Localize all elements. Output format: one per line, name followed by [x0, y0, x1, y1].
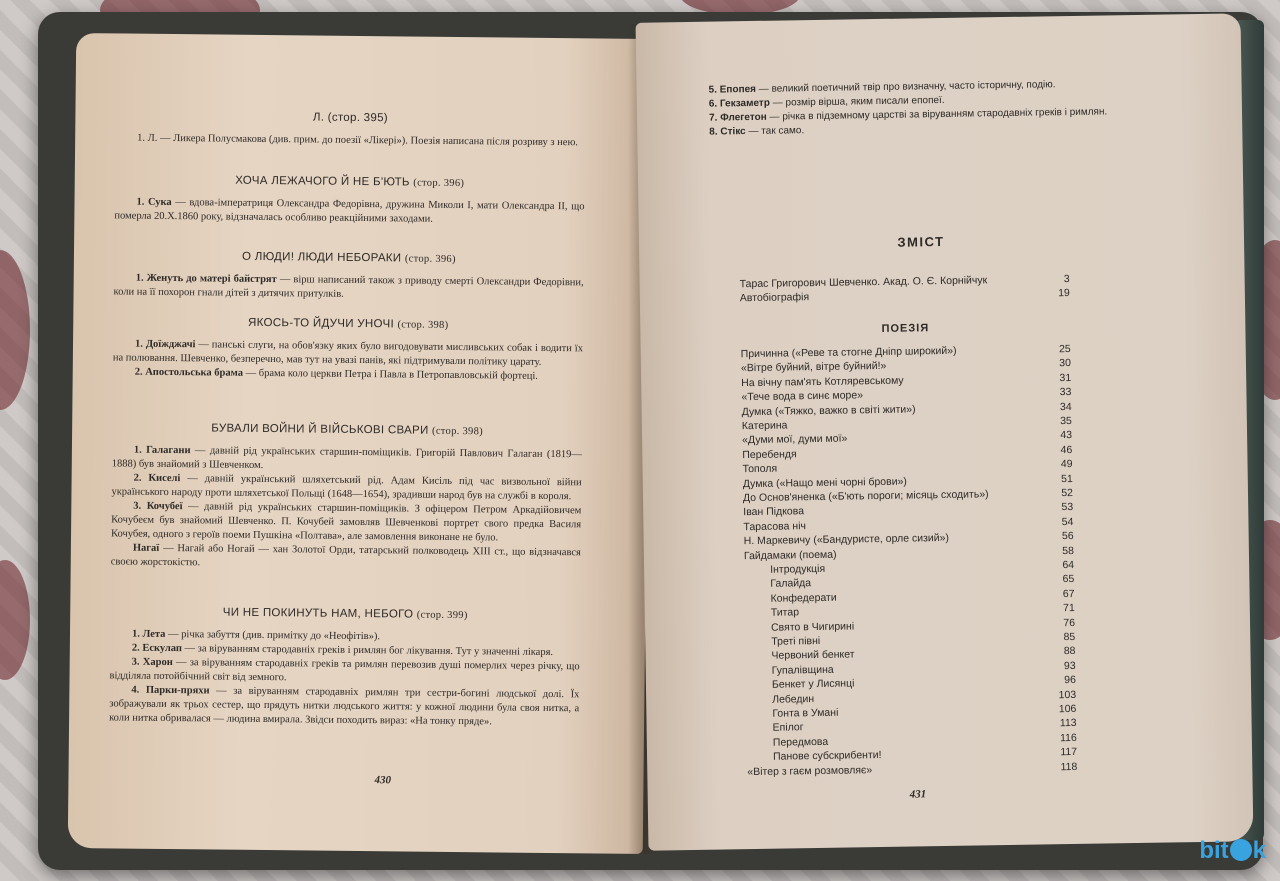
note-block [111, 443, 582, 574]
toc-entry-title: Автобіографія [739, 291, 810, 305]
note-text: — за віруванням стародавніх греків та римлян перевозив душі померлих через річку, що відділяла потойбічний світ від земного. [109, 657, 580, 684]
section-title: О ЛЮДИ! ЛЮДИ НЕБОРАКИ [242, 250, 402, 265]
toc-entry-title: Н. Маркевичу («Бандуристе, орле сизий») [743, 532, 950, 548]
toc-entry-page: 52 [1061, 486, 1074, 500]
toc-entry-title: Іван Підкова [743, 505, 805, 519]
section-page-ref: (стор. 399) [416, 609, 468, 622]
section-page-ref: (стор. 396) [404, 253, 456, 265]
note-text: 1. Л. — Ликера Полусмакова (див. прим. до поезії «Лікері»). Поезія написана після розриву з нею. [137, 132, 579, 149]
toc-entry-title: Галайда [770, 577, 812, 591]
toc-entry-title: Тарас Григорович Шевченко. Акад. О. Є. Корнійчук [739, 274, 988, 291]
section-page-ref: (стор. 398) [397, 319, 449, 331]
note-text: — Нагай або Ногай — хан Золотої Орди, татарський полководець XIII ст., що відзначався своєю жорстокістю. [110, 542, 581, 569]
page-number: 431 [909, 788, 927, 801]
section-title: ЧИ НЕ ПОКИНУТЬ НАМ, НЕБОГО [222, 606, 414, 621]
note-term: 2. Киселі [133, 472, 181, 485]
toc-entry-page: 117 [1060, 746, 1078, 759]
note-term: 2. Ескулап [131, 642, 183, 655]
toc-entry-page: 34 [1059, 400, 1072, 413]
note-item [113, 271, 583, 304]
toc-entry-title: Катерина [741, 419, 788, 433]
toc-entry-page: 106 [1058, 702, 1077, 716]
toc-entry-page: 116 [1059, 731, 1077, 745]
section-page-ref: (стор. 396) [413, 177, 465, 190]
toc-entry-title: Перебендя [742, 448, 797, 461]
note-term: Нагаї [132, 542, 160, 554]
toc-entry-title: Титар [770, 606, 800, 619]
toc-entry-title: «Тече вода в синє море» [741, 389, 864, 404]
toc-entry-title: Лебедин [772, 692, 815, 706]
watermark-text-end: k [1252, 837, 1266, 864]
toc-entry-title: Конфедерати [770, 591, 837, 605]
toc-entry-page: 67 [1062, 587, 1075, 600]
section-title: ЯКОСЬ-ТО ЙДУЧИ УНОЧІ [248, 316, 395, 331]
glossary-term: 8. Стікс [709, 126, 746, 138]
glossary-text: — великий поетичний твір про визначну, часто історичну, подію. [755, 79, 1056, 95]
toc-entry-page: 54 [1061, 515, 1074, 528]
toc-entry-page: 19 [1058, 287, 1070, 300]
note-text: — за віруванням стародавніх греків і римлян бог лікування. Тут у значенні лікаря. [181, 643, 554, 659]
note-term: 4. Парки-пряхи [131, 684, 210, 697]
note-item [111, 499, 581, 546]
section-heading [112, 421, 582, 438]
note-term: 1. Доїжджачі [134, 338, 196, 351]
toc-entry-title: «Вітре буйний, вітре буйний!» [740, 360, 887, 375]
watermark-text-start: bit [1199, 837, 1229, 864]
glossary-text: — так само. [745, 125, 805, 138]
tablecloth-motif [0, 250, 30, 410]
toc-entry-title: Бенкет у Лисянці [771, 677, 855, 691]
toc-entry-page: 65 [1062, 573, 1075, 586]
toc-entry-page: 46 [1060, 443, 1073, 456]
toc-entry-page: 58 [1062, 544, 1074, 557]
glossary-term: 6. Гекзаметр [708, 97, 770, 110]
glossary-notes [708, 76, 1169, 139]
note-text: — за віруванням стародавніх римлян три сестри-богині людської долі. Їх зображували як трьох сестер, що прядуть нитки людського життя: у кожної людини була своя нитка, а коли нитка обривалася — людина вмирала. Звідси походить вираз: «На тонку пряде». [109, 685, 580, 728]
toc-entry-page: 64 [1062, 558, 1075, 572]
toc-entry-page: 85 [1063, 630, 1076, 644]
section-page-ref: (стор. 398) [432, 425, 484, 438]
right-page [636, 13, 1254, 850]
toc-entry-page: 76 [1063, 616, 1076, 629]
toc-entry-title: «Думи мої, думи мої» [742, 432, 848, 447]
toc-entry-page: 43 [1060, 429, 1073, 442]
note-text: — брама коло церкви Петра і Павла в Петропавловській фортеці. [242, 367, 538, 382]
toc-entry-title: До Основ'яненка («Б'ють пороги; місяць сходить») [742, 488, 989, 505]
section-heading [115, 109, 585, 126]
toc-entry-title: Епілог [772, 721, 804, 735]
toc-entry-title: Гупалівщина [771, 663, 834, 677]
glossary-term: 7. Флегетон [708, 111, 767, 124]
toc-entry-page: 35 [1060, 414, 1072, 428]
section-heading [115, 173, 585, 190]
toc-entry-page: 71 [1063, 602, 1075, 615]
toc-entry-title: Передмова [772, 735, 829, 749]
note-text: — давній рід українських старшин-поміщиків. Григорій Павлович Галаган (1819—1888) був знайомий з Шевченком. [111, 445, 582, 471]
toc-entry-title: Свято в Чигирині [770, 620, 855, 634]
glossary-term: 5. Епопея [708, 83, 757, 96]
note-block [113, 337, 583, 384]
toc-entry-page: 53 [1061, 501, 1074, 514]
left-page [68, 33, 652, 854]
note-text: — давній український шляхетський рід. Адам Кисіль під час визвольної війни українського народу проти шляхетської Польщі (1648—1654), зрадивши народ був на службі в короля. [111, 473, 582, 503]
toc-entry-page: 103 [1058, 688, 1077, 701]
toc-entry-title: Треті півні [771, 634, 821, 648]
toc-entry-page: 56 [1061, 530, 1074, 543]
note-text: — вірш написаний також з приводу смерті Олександри Федорівни, коли на її похорон гнали дітей з дитячих притулків. [113, 274, 584, 300]
toc-entry-title: Гайдамаки (поема) [743, 548, 837, 562]
site-watermark-logo [1199, 837, 1266, 865]
note-item [109, 683, 579, 730]
note-block [113, 271, 583, 304]
toc-entry-title: На вічну пам'ять Котляревському [741, 374, 904, 389]
note-block [115, 131, 585, 150]
toc-entry-page: 49 [1060, 458, 1073, 471]
section-title: БУВАЛИ ВОЙНИ Й ВІЙСЬКОВІ СВАРИ [211, 422, 429, 437]
section-heading [110, 605, 580, 622]
toc-entry-page: 3 [1063, 273, 1070, 286]
note-term: 1. Женуть до матері байстрят [135, 272, 277, 286]
note-item [111, 541, 581, 574]
note-term: 1. Лета [131, 628, 166, 640]
toc-entry-title: Причинна («Реве та стогне Дніпр широкий») [740, 344, 957, 361]
section-heading [113, 315, 583, 332]
toc-title: ЗМІСТ [897, 233, 945, 250]
toc-entry-page: 25 [1058, 343, 1071, 356]
toc-entry-page: 118 [1060, 760, 1078, 773]
note-text: — панські слуги, на обов'язку яких було вигодовувати мисливських собак і водити їх на полювання. Шевченко, безперечно, мав тут на увазі панів, які підтримували політику царату. [112, 339, 584, 368]
toc-entry-title: Думка («Тяжко, важко в світі жити») [741, 403, 916, 418]
note-text: — річка забуття (див. примітку до «Неофітів»). [165, 628, 381, 643]
section-title: Л. (стор. 395) [312, 111, 389, 125]
section-title: ХОЧА ЛЕЖАЧОГО Й НЕ Б'ЮТЬ [235, 174, 410, 189]
watermark-circle-icon [1230, 839, 1252, 861]
note-term: 3. Кочубеї [133, 500, 183, 513]
glossary-text: — річка в підземному царстві за віруванням стародавніх греків і римлян. [766, 106, 1108, 123]
note-item [114, 195, 584, 228]
note-term: 1. Сука [136, 196, 172, 209]
toc-entry-page: 33 [1059, 386, 1072, 399]
tablecloth-motif [0, 560, 30, 680]
note-block [109, 627, 580, 730]
toc-section-title: ПОЕЗІЯ [881, 322, 930, 335]
note-term: 3. Харон [131, 656, 173, 669]
note-text: — вдова-імператриця Олександра Федорівна, дружина Миколи І, мати Олександра II, що померла 20.X.1860 року, відзначалась особливо реакційними заходами. [114, 197, 585, 225]
toc-entry-title: Думка («Нащо мені чорні брови») [742, 475, 907, 490]
toc-entry-title: Тарасова ніч [743, 519, 807, 533]
toc-entry-title: Гонта в Умані [772, 706, 839, 720]
section-heading [114, 249, 584, 266]
glossary-text: — розмір вірша, яким писали епопеї. [769, 94, 945, 109]
toc-entry-page: 93 [1063, 659, 1076, 672]
toc-entry-page: 31 [1059, 371, 1072, 384]
toc-entry-page: 113 [1059, 717, 1077, 730]
toc-entry-page: 88 [1063, 645, 1076, 658]
note-term: 2. Апостольська брама [134, 366, 244, 379]
toc-entry-page: 96 [1064, 674, 1077, 687]
toc-entry-title: «Вітер з гаєм розмовляє» [747, 763, 873, 778]
toc-entry-title: Інтродукція [770, 562, 826, 576]
note-text: — давній рід українських старшин-поміщиків. З офіцером Петром Аркадійовичем Кочубеєм був знайомий Шевченко. П. Кочубей замовляв Шевченкові портрет свого предка Василя Кочубея, одного з героїв поеми Пушкіна «Полтава», але замовлення виконане не було. [110, 501, 582, 544]
page-number: 430 [374, 774, 392, 787]
note-term: 1. Галагани [133, 444, 191, 457]
toc-entry-title: Червоний бенкет [771, 648, 855, 663]
toc-entry-title: Панове субскрибенти! [772, 749, 882, 763]
toc-entry-page: 51 [1060, 472, 1073, 485]
note-block [114, 195, 584, 228]
toc-entry-page: 30 [1059, 357, 1072, 370]
toc-entry-title: Тополя [742, 462, 778, 476]
